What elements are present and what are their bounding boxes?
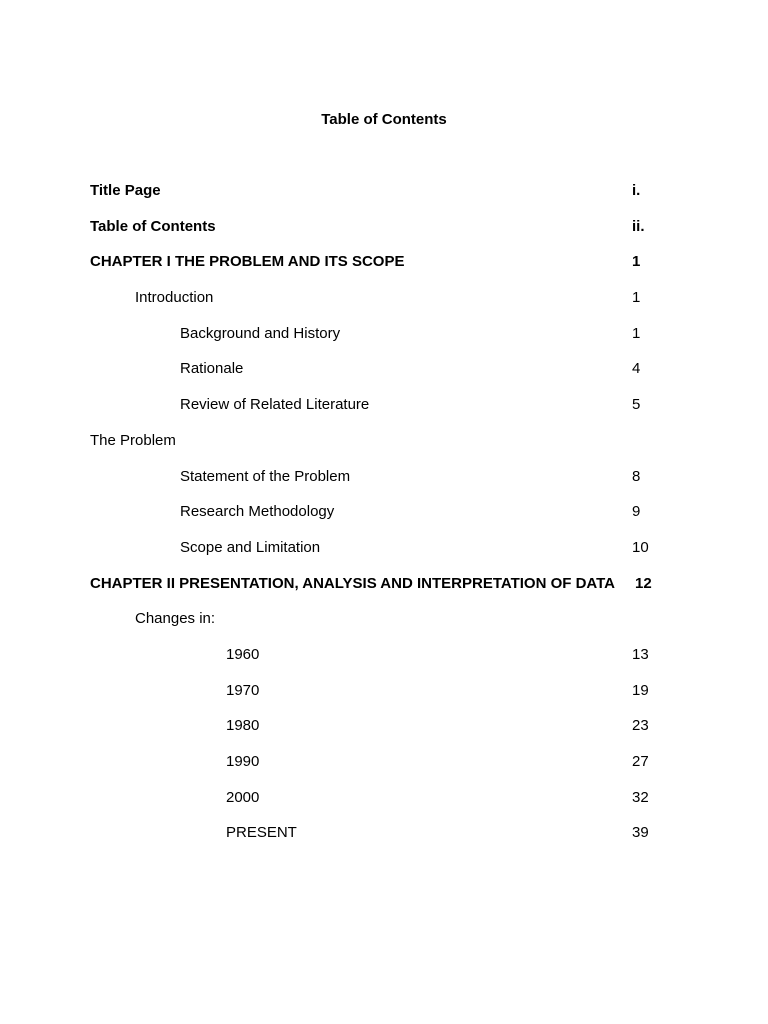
toc-entry-research-methodology bbox=[0, 502, 768, 538]
toc-entry-label: 1960 bbox=[226, 645, 260, 663]
toc-entry-page: 10 bbox=[632, 538, 649, 556]
toc-entry-label: Review of Related Literature bbox=[180, 396, 370, 414]
toc-entry-1970 bbox=[0, 681, 768, 717]
toc-entry-1990 bbox=[0, 752, 768, 788]
toc-entry-chapter-2 bbox=[0, 574, 768, 610]
toc-entry-label: 2000 bbox=[226, 788, 260, 806]
toc-entry-page: 39 bbox=[632, 824, 649, 842]
toc-entry-page: 1 bbox=[632, 324, 641, 342]
toc-entry-label: The Problem bbox=[90, 431, 176, 449]
toc-entry-label: Title Page bbox=[90, 182, 161, 199]
toc-entry-label: PRESENT bbox=[226, 824, 297, 842]
toc-entry-page: ii. bbox=[632, 217, 645, 235]
toc-entry-page: 1 bbox=[632, 253, 641, 271]
table-of-contents bbox=[0, 181, 768, 859]
toc-entry-review-of-related-literature bbox=[0, 395, 768, 431]
toc-entry-page: 9 bbox=[632, 503, 641, 521]
toc-entry-table-of-contents bbox=[0, 217, 768, 253]
toc-entry-page: 32 bbox=[632, 788, 649, 806]
toc-entry-the-problem bbox=[0, 431, 768, 467]
toc-entry-introduction bbox=[0, 288, 768, 324]
toc-entry-label: Background and History bbox=[180, 324, 341, 342]
toc-entry-label: Table of Contents bbox=[90, 217, 216, 235]
toc-entry-page: 8 bbox=[632, 467, 641, 485]
toc-entry-label: Scope and Limitation bbox=[180, 538, 321, 556]
page-title: Table of Contents bbox=[321, 111, 447, 128]
toc-entry-2000 bbox=[0, 788, 768, 824]
toc-entry-label: Changes in: bbox=[135, 610, 216, 628]
toc-entry-label: CHAPTER II PRESENTATION, ANALYSIS AND INTERPRETATION OF DATA bbox=[90, 574, 616, 592]
toc-entry-label: 1970 bbox=[226, 681, 260, 699]
toc-entry-rationale bbox=[0, 359, 768, 395]
toc-entry-label: CHAPTER I THE PROBLEM AND ITS SCOPE bbox=[90, 253, 405, 271]
toc-entry-label: 1990 bbox=[226, 753, 260, 770]
toc-entry-label: Statement of the Problem bbox=[180, 467, 351, 485]
toc-entry-label: Rationale bbox=[180, 360, 244, 378]
toc-entry-label: Research Methodology bbox=[180, 503, 335, 521]
toc-entry-label: Introduction bbox=[135, 289, 214, 307]
toc-entry-page: 23 bbox=[632, 717, 649, 735]
toc-entry-page: 1 bbox=[632, 289, 641, 307]
toc-entry-changes-in bbox=[0, 609, 768, 645]
toc-entry-background-and-history bbox=[0, 324, 768, 360]
toc-entry-scope-and-limitation bbox=[0, 538, 768, 574]
toc-entry-page: 5 bbox=[632, 396, 641, 414]
toc-entry-statement-of-the-problem bbox=[0, 467, 768, 503]
toc-entry-title-page bbox=[0, 181, 768, 217]
toc-entry-1980 bbox=[0, 716, 768, 752]
toc-entry-page: 19 bbox=[632, 681, 649, 699]
toc-entry-present bbox=[0, 823, 768, 859]
toc-entry-chapter-1 bbox=[0, 252, 768, 288]
toc-entry-page: i. bbox=[632, 182, 641, 199]
toc-entry-page: 12 bbox=[635, 574, 652, 592]
toc-entry-label: 1980 bbox=[226, 717, 260, 735]
toc-entry-page: 27 bbox=[632, 753, 649, 770]
toc-entry-page: 13 bbox=[632, 645, 649, 663]
toc-entry-page: 4 bbox=[632, 360, 641, 378]
toc-entry-1960 bbox=[0, 645, 768, 681]
